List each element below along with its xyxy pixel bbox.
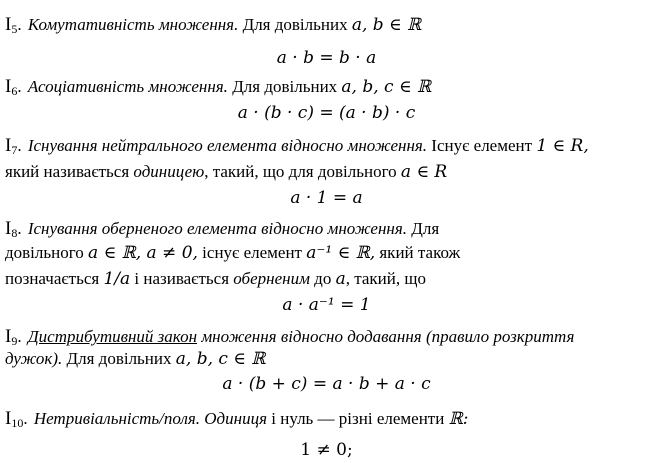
- axiom-7-line2: який називається одиницею, такий, що для довільного a ∈ R: [5, 162, 448, 182]
- axiom-5-formula: a · b = b · a: [276, 48, 377, 68]
- axiom-8-var: a ∈ ℝ, a ≠ 0,: [88, 243, 198, 263]
- axiom-5-vars: a, b ∈ ℝ: [351, 15, 422, 35]
- axiom-8-line2: довільного a ∈ ℝ, a ≠ 0, існує елемент a⁻¹ ∈ ℝ, який також: [5, 243, 461, 263]
- axiom-7-var: a ∈ R: [400, 162, 448, 182]
- axiom-9-text: Для довільних: [66, 349, 172, 368]
- axiom-8-term: оберненим: [233, 269, 310, 288]
- axiom-9-vars: a, b, c ∈ ℝ: [175, 349, 266, 369]
- axiom-8-inverse: a⁻¹ ∈ ℝ,: [306, 243, 376, 263]
- axiom-7-term: одиницею: [133, 162, 205, 181]
- axiom-10-line: $I_{10}$. Нетривіальність/поля. Одиниця і нуль — різні елементи ℝ:: [5, 408, 469, 430]
- axiom-6-formula: a · (b · c) = (a · b) · c: [237, 103, 416, 123]
- axiom-7-line: $I_7$. Існування нейтрального елемента відносно множення. Існує елемент 1 ∈ R,: [5, 135, 589, 157]
- axiom-7-vars: 1 ∈ R,: [536, 136, 589, 156]
- axiom-10-index: $I_{10}$: [5, 408, 24, 430]
- axiom-10-text: і нуль — різні елементи: [271, 409, 445, 428]
- axiom-9-index: $I_9$: [5, 326, 18, 348]
- axiom-8-fraction: 1/a: [103, 269, 131, 289]
- axiom-6-vars: a, b, c ∈ ℝ: [341, 77, 432, 97]
- axiom-9-title-underlined: Дистрибутивний закон: [27, 327, 198, 346]
- axiom-10-vars: ℝ:: [448, 409, 469, 429]
- axiom-5-text: Для довільних: [242, 15, 348, 34]
- axiom-7-text: Існує елемент: [431, 136, 533, 155]
- axiom-7-title: Існування нейтрального елемента відносно множення.: [27, 136, 428, 155]
- axiom-9-line2: дужок). Для довільних a, b, c ∈ ℝ: [5, 349, 266, 369]
- axiom-7-index: $I_7$: [5, 135, 18, 157]
- axiom-6-text: Для довільних: [232, 77, 338, 96]
- axiom-6-line: $I_6$. Асоціативність множення. Для довільних a, b, c ∈ ℝ: [5, 76, 432, 98]
- axiom-7-formula: a · 1 = a: [290, 188, 363, 208]
- axiom-9-title: множення відносно додавання (правило розкриття: [201, 327, 575, 346]
- axiom-10-title: Нетривіальність/поля. Одиниця: [33, 409, 267, 428]
- axiom-9-formula: a · (b + c) = a · b + a · c: [222, 374, 431, 394]
- axiom-5-index: $I_5$: [5, 14, 18, 36]
- axiom-8-index: $I_8$: [5, 218, 18, 240]
- axiom-6-index: $I_6$: [5, 76, 18, 98]
- axiom-8-line3: позначається 1/a і називається оберненим до a, такий, що: [5, 269, 426, 289]
- axiom-10-formula: 1 ≠ 0;: [300, 440, 353, 460]
- axiom-8-line: $I_8$. Існування оберненого елемента відносно множення. Для: [5, 218, 440, 240]
- axiom-6-title: Асоціативність множення.: [27, 77, 228, 96]
- axiom-5-title: Комутативність множення.: [27, 15, 239, 34]
- axiom-8-text: Для: [411, 219, 440, 238]
- axiom-8-formula: a · a⁻¹ = 1: [282, 295, 371, 315]
- axiom-5-line: $I_5$. Комутативність множення. Для довільних a, b ∈ ℝ: [5, 14, 422, 36]
- axiom-8-title: Існування оберненого елемента відносно множення.: [27, 219, 407, 238]
- axiom-9-line: $I_9$. Дистрибутивний закон множення відносно додавання (правило розкриття: [5, 326, 575, 348]
